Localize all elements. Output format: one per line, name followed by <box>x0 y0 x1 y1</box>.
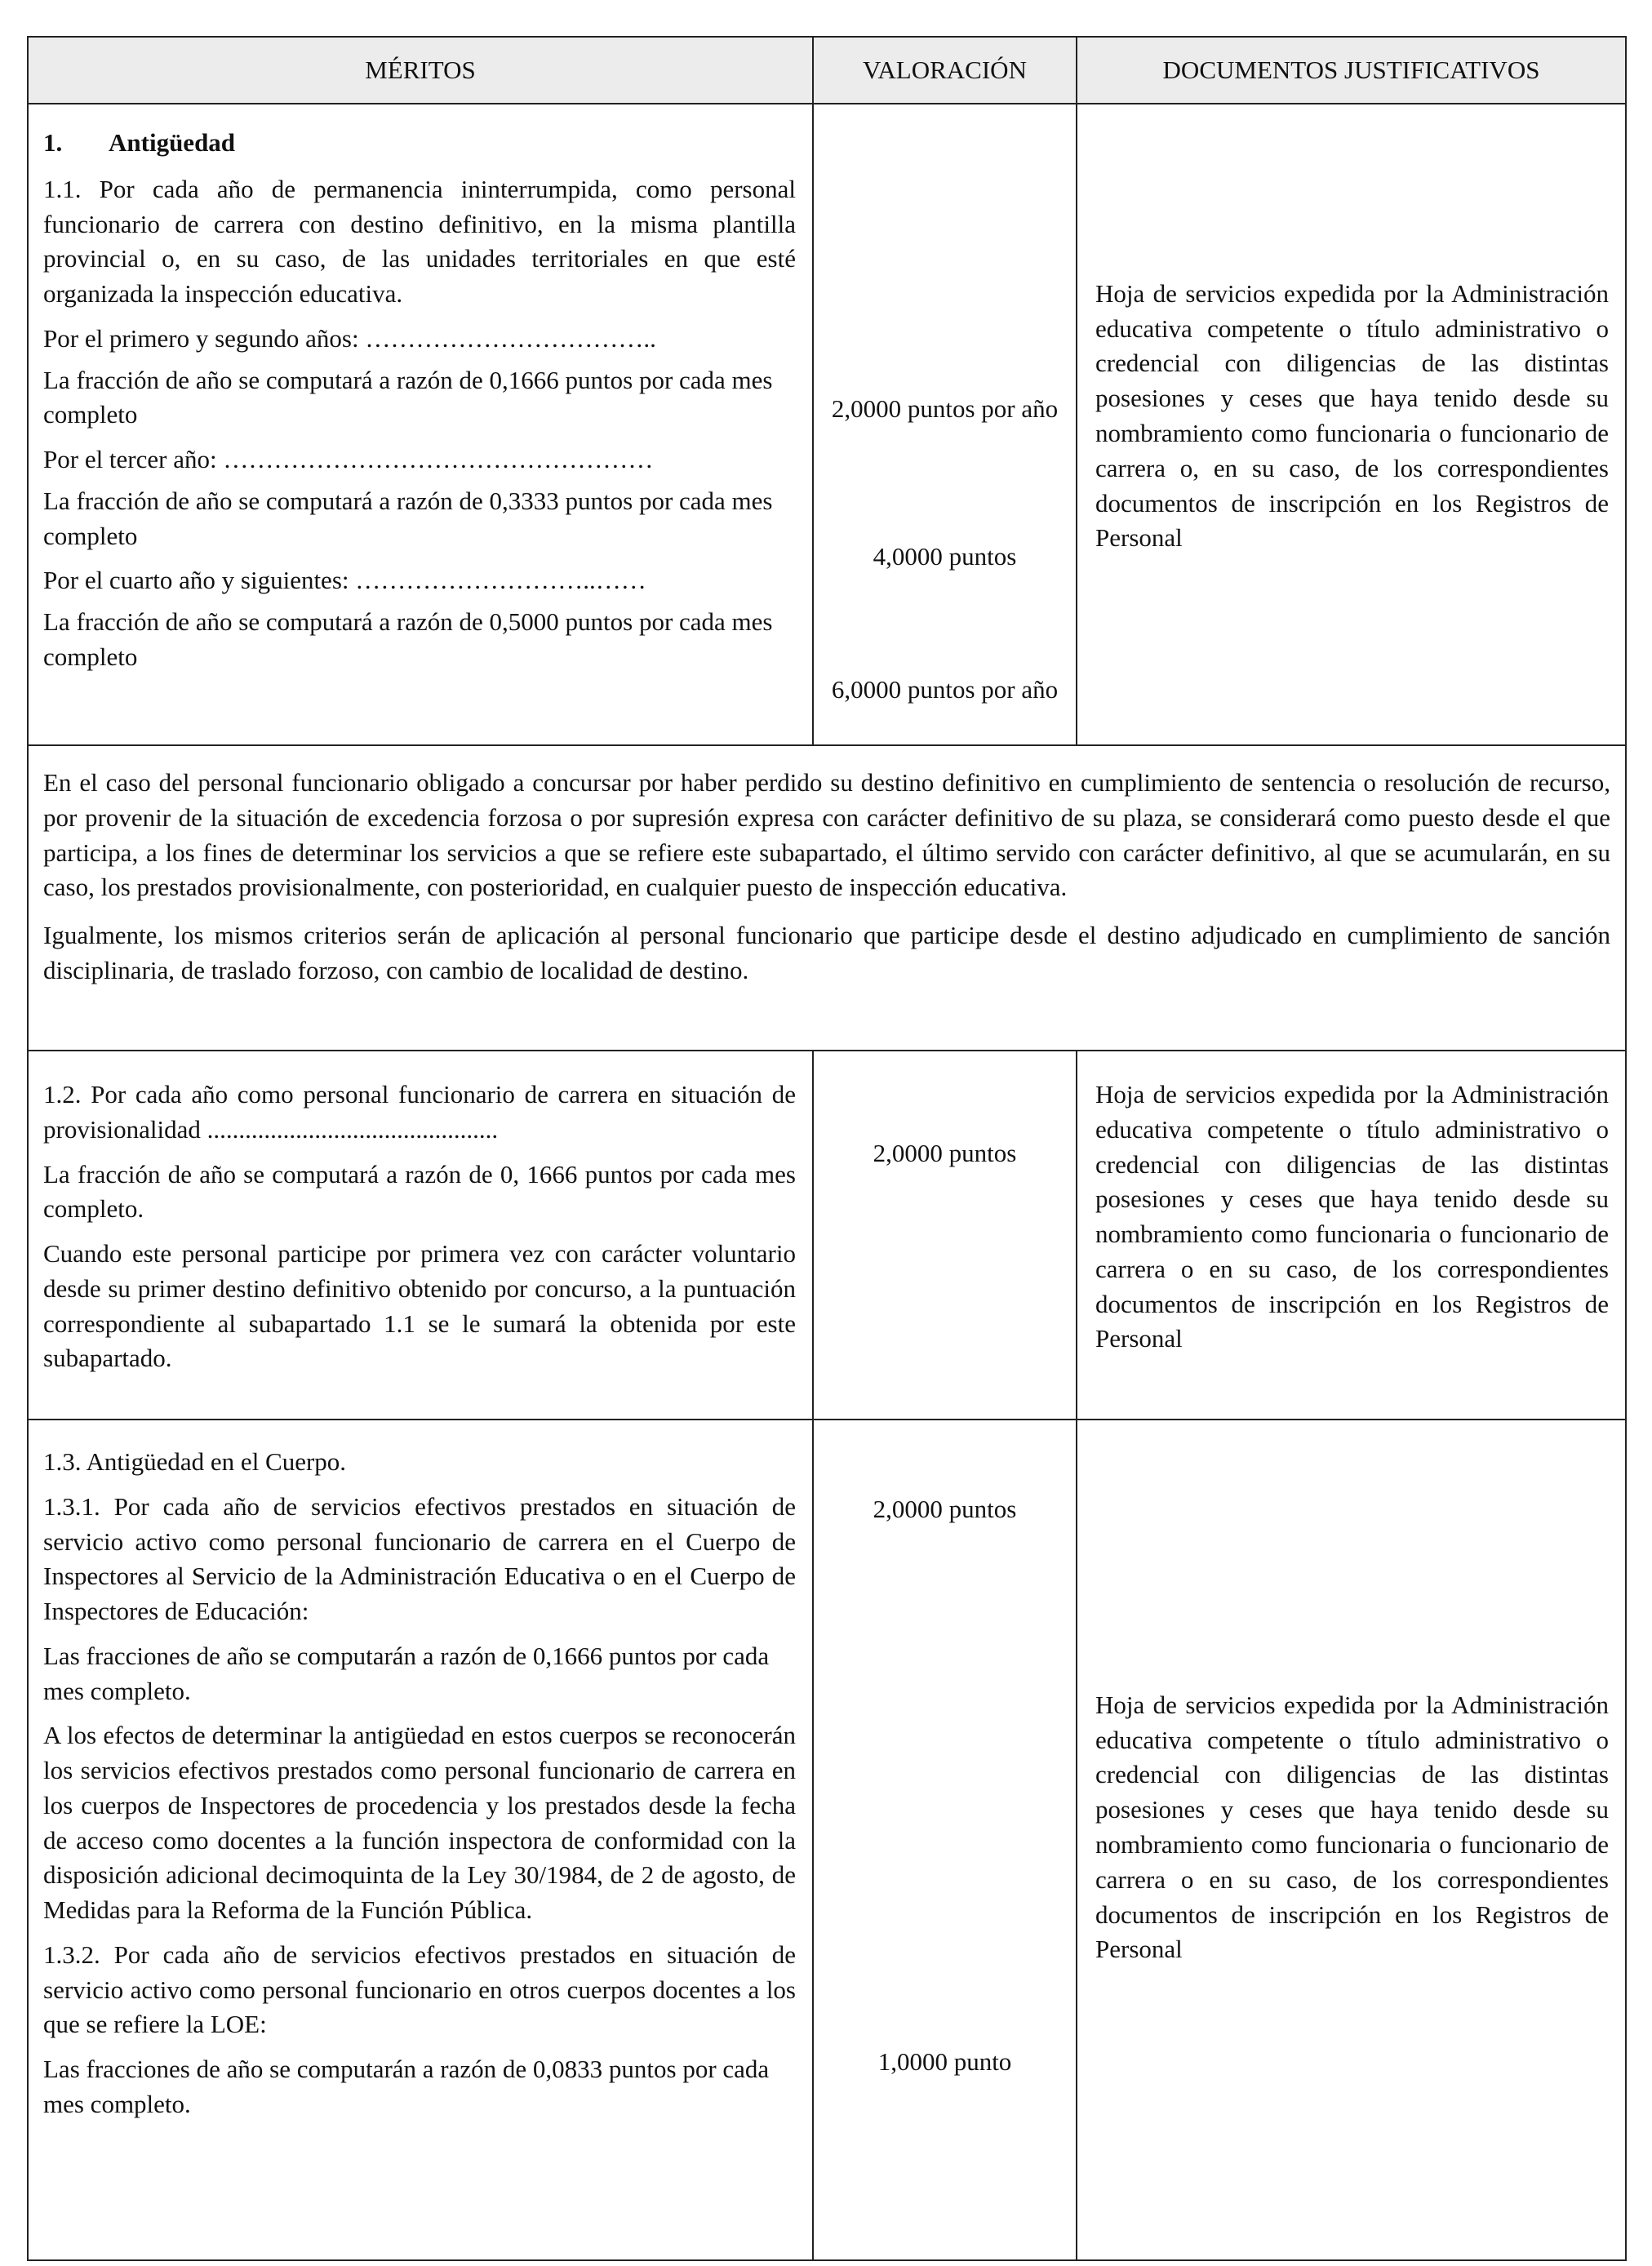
prov-p1: 1.2. Por cada año como personal funcionario de carrera en situación de provisionalidad .............................................. <box>43 1080 796 1144</box>
val-primero: 2,0000 puntos por año <box>831 394 1059 423</box>
note-cell <box>28 745 1626 1051</box>
cuerpo-132: 1.3.2. Por cada año de servicios efectivos prestados en situación de servicio activo como personal funcionario en otros cuerpos docentes a los que se refiere la LOE: <box>43 1939 796 2039</box>
doc-provisionalidad <box>1077 1051 1626 1420</box>
section-intro: 1.1. Por cada año de permanencia ininterrumpida, como personal funcionario de carrera con destino definitivo, en la misma plantilla provincial o, en su caso, de las unidades territoriales en que esté organizada la inspección educativa. <box>43 174 796 309</box>
line-cuarto: Por el cuarto año y siguientes: ………………………..…… <box>43 566 646 595</box>
meritos-table <box>27 36 1627 2261</box>
cuerpo-title: 1.3. Antigüedad en el Cuerpo. <box>43 1447 347 1476</box>
header-valoracion: VALORACIÓN <box>813 37 1077 104</box>
line-primero: Por el primero y segundo años: …………………………….. <box>43 323 656 353</box>
fraction-tercero: La fracción de año se computará a razón de 0,3333 puntos por cada mes completo <box>43 486 773 550</box>
header-documentos: DOCUMENTOS JUSTIFICATIVOS <box>1077 37 1626 104</box>
val-tercero: 4,0000 puntos <box>873 542 1017 571</box>
doc-cuerpo <box>1077 1420 1626 2260</box>
fraction-primero: La fracción de año se computará a razón de 0,1666 puntos por cada mes completo <box>43 365 773 429</box>
line-tercero: Por el tercer año: …………………………………………… <box>43 445 654 474</box>
note-p2: Igualmente, los mismos criterios serán de aplicación al personal funcionario que participe desde el destino adjudicado en cumplimiento de sanción disciplinaria, de traslado forzoso, con cambio de localidad de destino. <box>43 921 1610 984</box>
doc-antiguedad-text: Hoja de servicios expedida por la Administración educativa competente o título administrativo o credencial con diligencias de las distintas posesiones y ceses que haya tenido desde su nombramiento como funcionaria o funcionario de carrera o, en su caso, de los correspondientes documentos de inscripción en los Registros de Personal <box>1095 278 1609 553</box>
merit-cuerpo <box>28 1420 813 2260</box>
valoracion-cuerpo <box>813 1420 1077 2260</box>
valoracion-provisionalidad <box>813 1051 1077 1420</box>
note-p1: En el caso del personal funcionario obligado a concursar por haber perdido su destino definitivo en cumplimiento de sentencia o resolución de recurso, por provenir de la situación de excedencia forzosa o por supresión expresa con carácter definitivo de su plaza, se considerará como puesto desde el que participa, a los fines de determinar los servicios a que se refiere este subapartado, el último servido con carácter definitivo, al que se acumularán, en su caso, los prestados provisionalmente, con posterioridad, en cualquier puesto de inspección educativa. <box>43 768 1610 902</box>
cuerpo-131-efectos: A los efectos de determinar la antigüedad en estos cuerpos se reconocerán los servicios efectivos prestados como personal funcionario de carrera en los cuerpos de Inspectores de procedencia y los prestados desde la fecha de acceso como docentes a la función inspectora de conformidad con la disposición adicional decimoquinta de la Ley 30/1984, de 2 de agosto, de Medidas para la Reforma de la Función Pública. <box>43 1721 796 1925</box>
doc-provisionalidad-text: Hoja de servicios expedida por la Administración educativa competente o título administrativo o credencial con diligencias de las distintas posesiones y ceses que haya tenido desde su nombramiento como funcionaria o funcionario de carrera o en su caso, de los correspondientes documentos de inscripción en los Registros de Personal <box>1095 1080 1609 1353</box>
doc-cuerpo-text: Hoja de servicios expedida por la Administración educativa competente o título administrativo o credencial con diligencias de las distintas posesiones y ceses que haya tenido desde su nombramiento como funcionaria o funcionario de carrera o en su caso, de los correspondientes documentos de inscripción en los Registros de Personal <box>1095 1690 1609 1964</box>
valoracion-antiguedad <box>813 104 1077 745</box>
val-131: 2,0000 puntos <box>873 1495 1017 1523</box>
merit-provisionalidad <box>28 1051 813 1420</box>
val-132: 1,0000 punto <box>877 2047 1012 2076</box>
header-row <box>28 37 1626 104</box>
cuerpo-131: 1.3.1. Por cada año de servicios efectivos prestados en situación de servicio activo como personal funcionario de carrera en el Cuerpo de Inspectores al Servicio de la Administración Educativa o en el Cuerpo de Inspectores de Educación: <box>43 1491 796 1626</box>
section-title <box>43 126 796 161</box>
header-meritos: MÉRITOS <box>28 37 813 104</box>
doc-antiguedad <box>1077 104 1626 745</box>
merit-antiguedad <box>28 104 813 745</box>
fraction-cuarto: La fracción de año se computará a razón de 0,5000 puntos por cada mes completo <box>43 607 773 671</box>
row-antiguedad <box>28 104 1626 745</box>
val-provisionalidad: 2,0000 puntos <box>873 1139 1017 1167</box>
section-title-text: Antigüedad <box>109 128 236 157</box>
prov-p2: La fracción de año se computará a razón de 0, 1666 puntos por cada mes completo. <box>43 1159 796 1224</box>
row-provisionalidad <box>28 1051 1626 1420</box>
prov-p3: Cuando este personal participe por primera vez con carácter voluntario desde su primer destino definitivo obtenido por concurso, a la puntuación correspondiente al subapartado 1.1 se le sumará la obtenida por este subapartado. <box>43 1239 796 1373</box>
row-note <box>28 745 1626 1051</box>
val-cuarto: 6,0000 puntos por año <box>831 675 1059 704</box>
cuerpo-132-fraccion: Las fracciones de año se computarán a razón de 0,0833 puntos por cada mes completo. <box>43 2055 770 2119</box>
row-cuerpo <box>28 1420 1626 2260</box>
cuerpo-131-fraccion: Las fracciones de año se computarán a razón de 0,1666 puntos por cada mes completo. <box>43 1641 770 1705</box>
section-number: 1. <box>43 128 63 157</box>
